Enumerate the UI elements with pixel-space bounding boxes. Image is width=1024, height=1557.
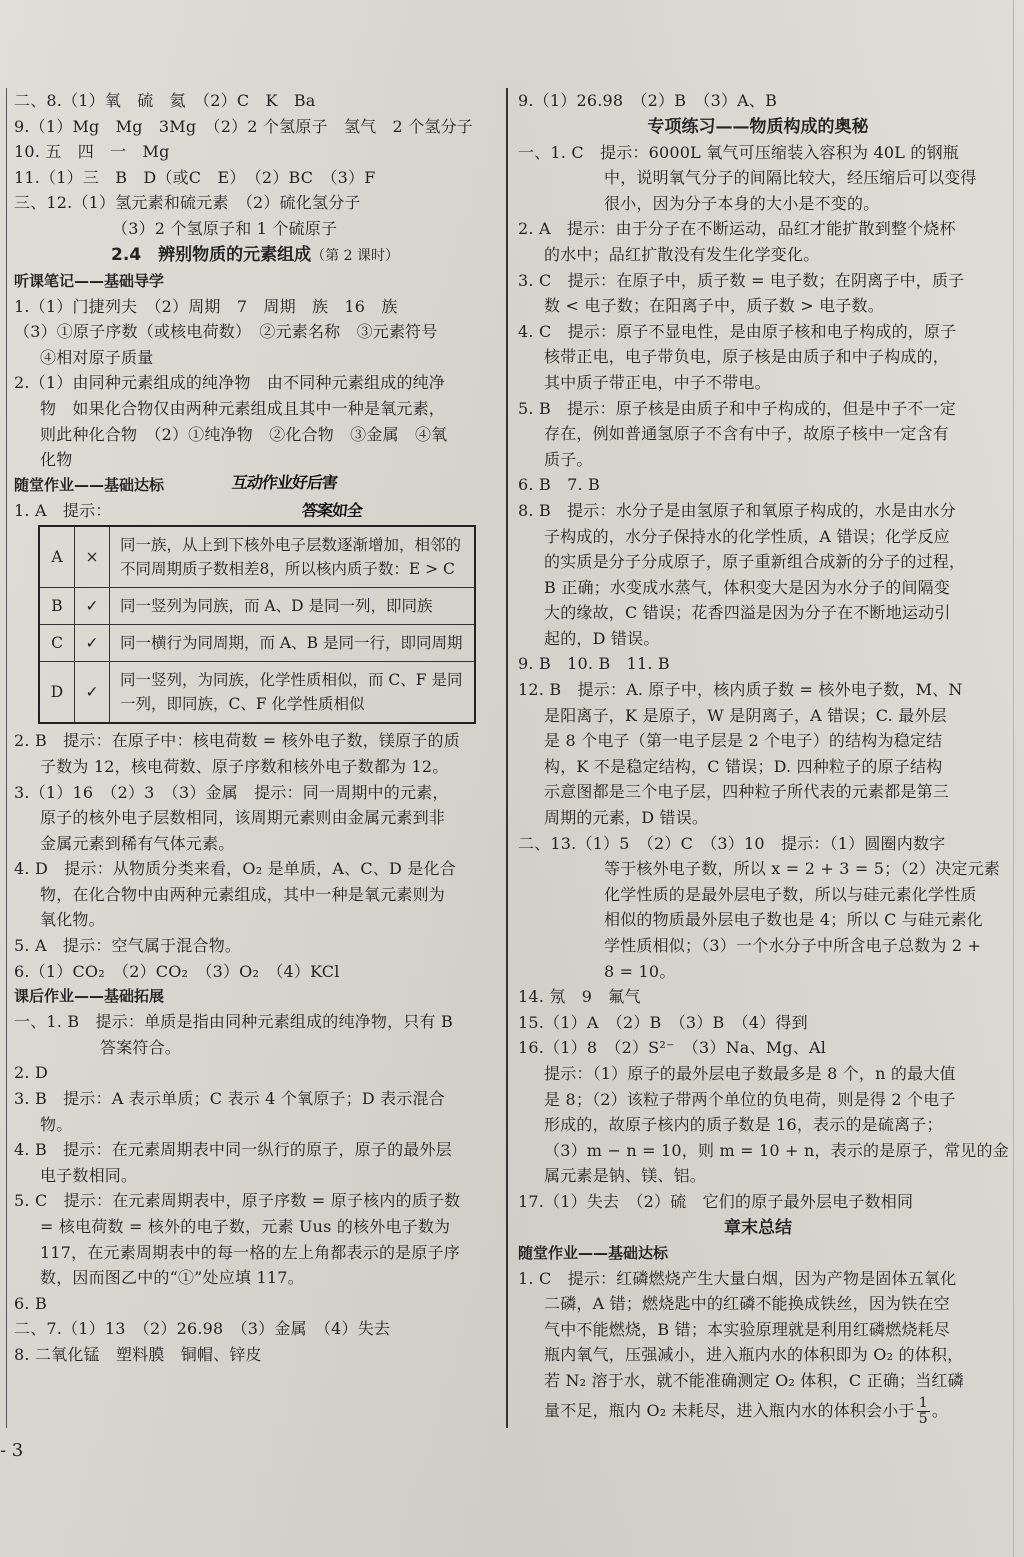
answer-line: 大的缘故，C 错误；花香四溢是因为分子在不断地运动引 (544, 603, 951, 623)
answer-line: 化学性质的是最外层电子数，所以与硅元素化学性质 (604, 884, 977, 904)
option-cell: C (39, 625, 75, 662)
answer-line: 是 8 个电子（第一电子层是 2 个电子）的结构为稳定结 (544, 731, 943, 751)
answer-line: 6. B (14, 1293, 47, 1313)
answer-line: 原子的核外电子层数相同，该周期元素则由金属元素到非 (40, 808, 446, 828)
answer-line: 核带正电，电子带负电，原子核是由质子和中子构成的， (544, 347, 950, 367)
answer-line: 中，说明氧气分子的间隔比较大，经压缩后可以变得 (604, 168, 977, 188)
explanation-cell: 同一竖列为同族，而 A、D 是同一列，即同族 (110, 588, 476, 625)
answer-line: 8. 二氧化锰 塑料膜 铜帽、锌皮 (14, 1344, 262, 1364)
page-left-border (6, 88, 7, 1428)
answer-line: 17.（1）失去 （2）硫 它们的原子最外层电子数相同 (518, 1191, 914, 1211)
check-mark-icon: ✓ (75, 588, 110, 625)
heading-homework: 课后作业——基础拓展 (14, 987, 165, 1006)
answer-line: 是 8；（2）该粒子带两个单位的负电荷，则是得 2 个电子 (544, 1089, 956, 1109)
answer-line: （3）2 个氢原子和 1 个硫原子 (112, 218, 338, 238)
answer-line: 示意图都是三个电子层，四种粒子所代表的元素都是第三 (544, 782, 950, 802)
answer-line: 4. B 提示：在元素周期表中同一纵行的原子，原子的最外层 (14, 1140, 452, 1160)
answer-line: 14. 氖 9 氟气 (518, 987, 641, 1007)
table-row (39, 662, 475, 724)
table-row (39, 526, 475, 588)
page-right-edge (1013, 0, 1014, 1557)
handwritten-note-line-1: 互动作业好后害 (230, 473, 338, 492)
option-cell: B (39, 588, 75, 625)
table-row (39, 588, 475, 625)
answer-line: 3. C 提示：在原子中，质子数 = 电子数；在阴离子中，质子 (518, 270, 965, 290)
answer-line: 4. D 提示：从物质分类来看，O₂ 是单质，A、C、D 是化合 (14, 859, 456, 879)
answer-line: 5. A 提示：空气属于混合物。 (14, 936, 242, 956)
answer-line: 3.（1）16 （2）3 （3）金属 提示：同一周期中的元素， (14, 782, 449, 802)
answer-line: 6. B 7. B (518, 475, 601, 495)
answer-line: 5. B 提示：原子核是由质子和中子构成的，但是中子不一定 (518, 398, 956, 418)
answer-line: 16.（1）8 （2）S²⁻ （3）Na、Mg、Al (518, 1038, 827, 1058)
section-title-chapter-summary: 章末总结 (724, 1217, 792, 1238)
answer-line: 1. C 提示：红磷燃烧产生大量白烟，因为产物是固体五氧化 (518, 1268, 957, 1288)
answer-line: 的实质是分子分成原子，原子重新组合成新的分子的过程， (544, 552, 966, 572)
option-cell: D (39, 662, 75, 724)
page-number: - 3 (0, 1440, 24, 1461)
answer-line: 2. A 提示：由于分子在不断运动，品红才能扩散到整个烧杯 (518, 219, 956, 239)
heading-classwork: 随堂作业——基础达标 (14, 475, 165, 494)
answer-line: 子数为 12，核电荷数、原子序数和核外电子数都为 12。 (40, 756, 449, 776)
answer-line: 答案符合。 (100, 1037, 182, 1057)
left-column (14, 88, 496, 1368)
answer-line: 量不足，瓶内 O₂ 未耗尽，进入瓶内水的体积会小于 $\frac{1}{5}$ 。 (544, 1394, 949, 1427)
answer-line: 周期的元素，D 错误。 (544, 808, 709, 828)
answer-line: 6.（1）CO₂ （2）CO₂ （3）O₂ （4）KCl (14, 961, 340, 981)
note-line: （3）①原子序数（或核电荷数） ②元素名称 ③元素符号 (14, 322, 438, 342)
answer-line: 5. C 提示：在元素周期表中，原子序数 = 原子核内的质子数 (14, 1191, 461, 1211)
heading-classwork: 随堂作业——基础达标 (518, 1243, 669, 1262)
right-column (518, 88, 1009, 1428)
answer-line: 3. B 提示：A 表示单质；C 表示 4 个氧原子；D 表示混合 (14, 1089, 445, 1109)
answer-line: 瓶内氧气，压强减小，进入瓶内水的体积即为 O₂ 的体积， (544, 1345, 964, 1365)
fraction: $\frac{1}{5}$ (918, 1394, 928, 1427)
answer-line: 117，在元素周期表中的每一格的左上角都表示的是原子序 (40, 1242, 460, 1262)
column-divider (506, 88, 508, 1428)
answer-line: 一、1. C 提示：6000L 氧气可压缩装入容积为 40L 的钢瓶 (518, 142, 959, 162)
answer-line: 8 = 10。 (604, 961, 676, 981)
table-row (39, 625, 475, 662)
answer-line: 子构成的，水分子保持水的化学性质，A 错误；化学反应 (544, 526, 950, 546)
heading-lecture-notes: 听课笔记——基础导学 (14, 271, 165, 290)
answer-line: 11.（1）三 B D（或C E） （2）BC （3）F (14, 167, 376, 187)
answer-line: 很小，因为分子本身的大小是不变的。 (604, 193, 880, 213)
explanation-cell: 同一族，从上到下核外电子层数逐渐增加，相邻的不同周期质子数相差8，所以核内质子数：E > C (110, 526, 476, 588)
answer-line: 相似的物质最外层电子数也是 4；所以 C 与硅元素化 (604, 910, 983, 930)
answer-line: 二、7.（1）13 （2）26.98 （3）金属 （4）失去 (14, 1319, 391, 1339)
note-line: ④相对原子质量 (40, 347, 154, 367)
answer-line: 二磷，A 错；燃烧匙中的红磷不能换成铁丝，因为铁在空 (544, 1294, 950, 1314)
question-1-intro: 1. A 提示： (14, 500, 112, 520)
wrong-mark-icon: × (75, 526, 110, 588)
note-line: 1.（1）门捷列夫 （2）周期 7 周期 族 16 族 (14, 296, 398, 316)
answer-line: 9.（1）Mg Mg 3Mg （2）2 个氢原子 氢气 2 个氢分子 (14, 116, 474, 136)
answer-line: 金属元素到稀有气体元素。 (40, 833, 235, 853)
explanation-cell: 同一竖列，为同族，化学性质相似，而 C、F 是同一列，即同族，C、F 化学性质相似 (110, 662, 476, 724)
answer-line: 存在，例如普通氢原子不含有中子，故原子核中一定含有 (544, 424, 950, 444)
answer-line: 其中质子带正电，中子不带电。 (544, 372, 771, 392)
answer-line: 起的，D 错误。 (544, 628, 660, 648)
note-line: 物 如果化合物仅由两种元素组成且其中一种是氧元素， (40, 398, 446, 418)
option-cell: A (39, 526, 75, 588)
section-title: 2.4 辨别物质的元素组成（第 2 课时） (111, 244, 399, 265)
answer-line: 10. 五 四 一 Mg (14, 142, 170, 162)
note-line: 则此种化合物 （2）①纯净物 ②化合物 ③金属 ④氧 (40, 424, 448, 444)
answer-line: 12. B 提示：A. 原子中，核内质子数 = 核外电子数，M、N (518, 680, 963, 700)
note-line: 化物 (40, 450, 73, 470)
answer-line: 氧化物。 (40, 910, 105, 930)
check-mark-icon: ✓ (75, 625, 110, 662)
handwritten-note-line-2: 答案如全 (300, 501, 363, 520)
answer-line: 三、12.（1）氢元素和硫元素 （2）硫化氢分子 (14, 193, 361, 213)
answer-line: 数 < 电子数；在阳离子中，质子数 > 电子数。 (544, 296, 884, 316)
section-subtitle: （第 2 课时） (311, 247, 399, 264)
answer-line: 电子数相同。 (40, 1165, 138, 1185)
section-title: 专项练习——物质构成的奥秘 (647, 116, 869, 137)
answer-line: 等于核外电子数，所以 x = 2 + 3 = 5；（2）决定元素 (604, 859, 1000, 879)
answer-line: 15.（1）A （2）B （3）B （4）得到 (518, 1012, 808, 1032)
answer-line: （3）m − n = 10，则 m = 10 + n，表示的是原子，常见的金 (544, 1140, 1009, 1160)
note-line: 2.（1）由同种元素组成的纯净物 由不同种元素组成的纯净 (14, 373, 446, 393)
answer-line: 学性质相似；（3）一个水分子中所含电子总数为 2 + (604, 936, 982, 955)
answer-line: 2. D (14, 1063, 48, 1083)
answer-line: 质子。 (544, 449, 593, 469)
answer-line: B 正确；水变成水蒸气，体积变大是因为水分子的间隔变 (544, 577, 951, 597)
answer-line: = 核电荷数 = 核外的电子数，元素 Uus 的核外电子数为 (40, 1217, 451, 1236)
answer-line: 8. B 提示：水分子是由氢原子和氧原子构成的，水是由水分 (518, 500, 956, 520)
answer-line: 2. B 提示：在原子中：核电荷数 = 核外电子数，镁原子的质 (14, 731, 460, 751)
answer-line: 构，K 不是稳定结构，C 错误；D. 四种粒子的原子结构 (544, 756, 943, 776)
explanation-cell: 同一横行为同周期，而 A、B 是同一行，即同周期 (110, 625, 476, 662)
answer-line: 的水中；品红扩散没有发生化学变化。 (544, 244, 820, 264)
answer-line: 气中不能燃烧，B 错；本实验原理就是利用红磷燃烧耗尽 (544, 1319, 951, 1339)
answer-line: 物。 (40, 1114, 73, 1134)
answer-line: 一、1. B 提示：单质是指由同种元素组成的纯净物，只有 B (14, 1012, 453, 1032)
answer-line: 形成的，故原子核内的质子数是 16，表示的是硫离子； (544, 1115, 943, 1135)
answer-line: 若 N₂ 溶于水，就不能准确测定 O₂ 体积，C 正确；当红磷 (544, 1370, 964, 1390)
answer-line: 物，在化合物中由两种元素组成，其中一种是氧元素则为 (40, 884, 446, 904)
answer-line: 属元素是钠、镁、铝。 (544, 1166, 707, 1186)
check-mark-icon: ✓ (75, 662, 110, 724)
answer-line: 9.（1）26.98 （2）B （3）A、B (518, 91, 778, 110)
hint-table (38, 525, 476, 724)
answer-line: 二、8.（1）氧 硫 氦 （2）C K Ba (14, 91, 316, 110)
answer-line: 二、13.（1）5 （2）C （3）10 提示：（1）圆圈内数字 (518, 833, 946, 853)
answer-line: 提示：（1）原子的最外层电子数最多是 8 个，n 的最大值 (544, 1063, 956, 1083)
answer-line: 4. C 提示：原子不显电性，是由原子核和电子构成的，原子 (518, 321, 957, 341)
answer-line: 是阳离子，K 是原子，W 是阴离子，A 错误；C. 最外层 (544, 705, 947, 725)
answer-line: 9. B 10. B 11. B (518, 654, 670, 674)
answer-line: 数，因而图乙中的“①”处应填 117。 (40, 1268, 304, 1288)
